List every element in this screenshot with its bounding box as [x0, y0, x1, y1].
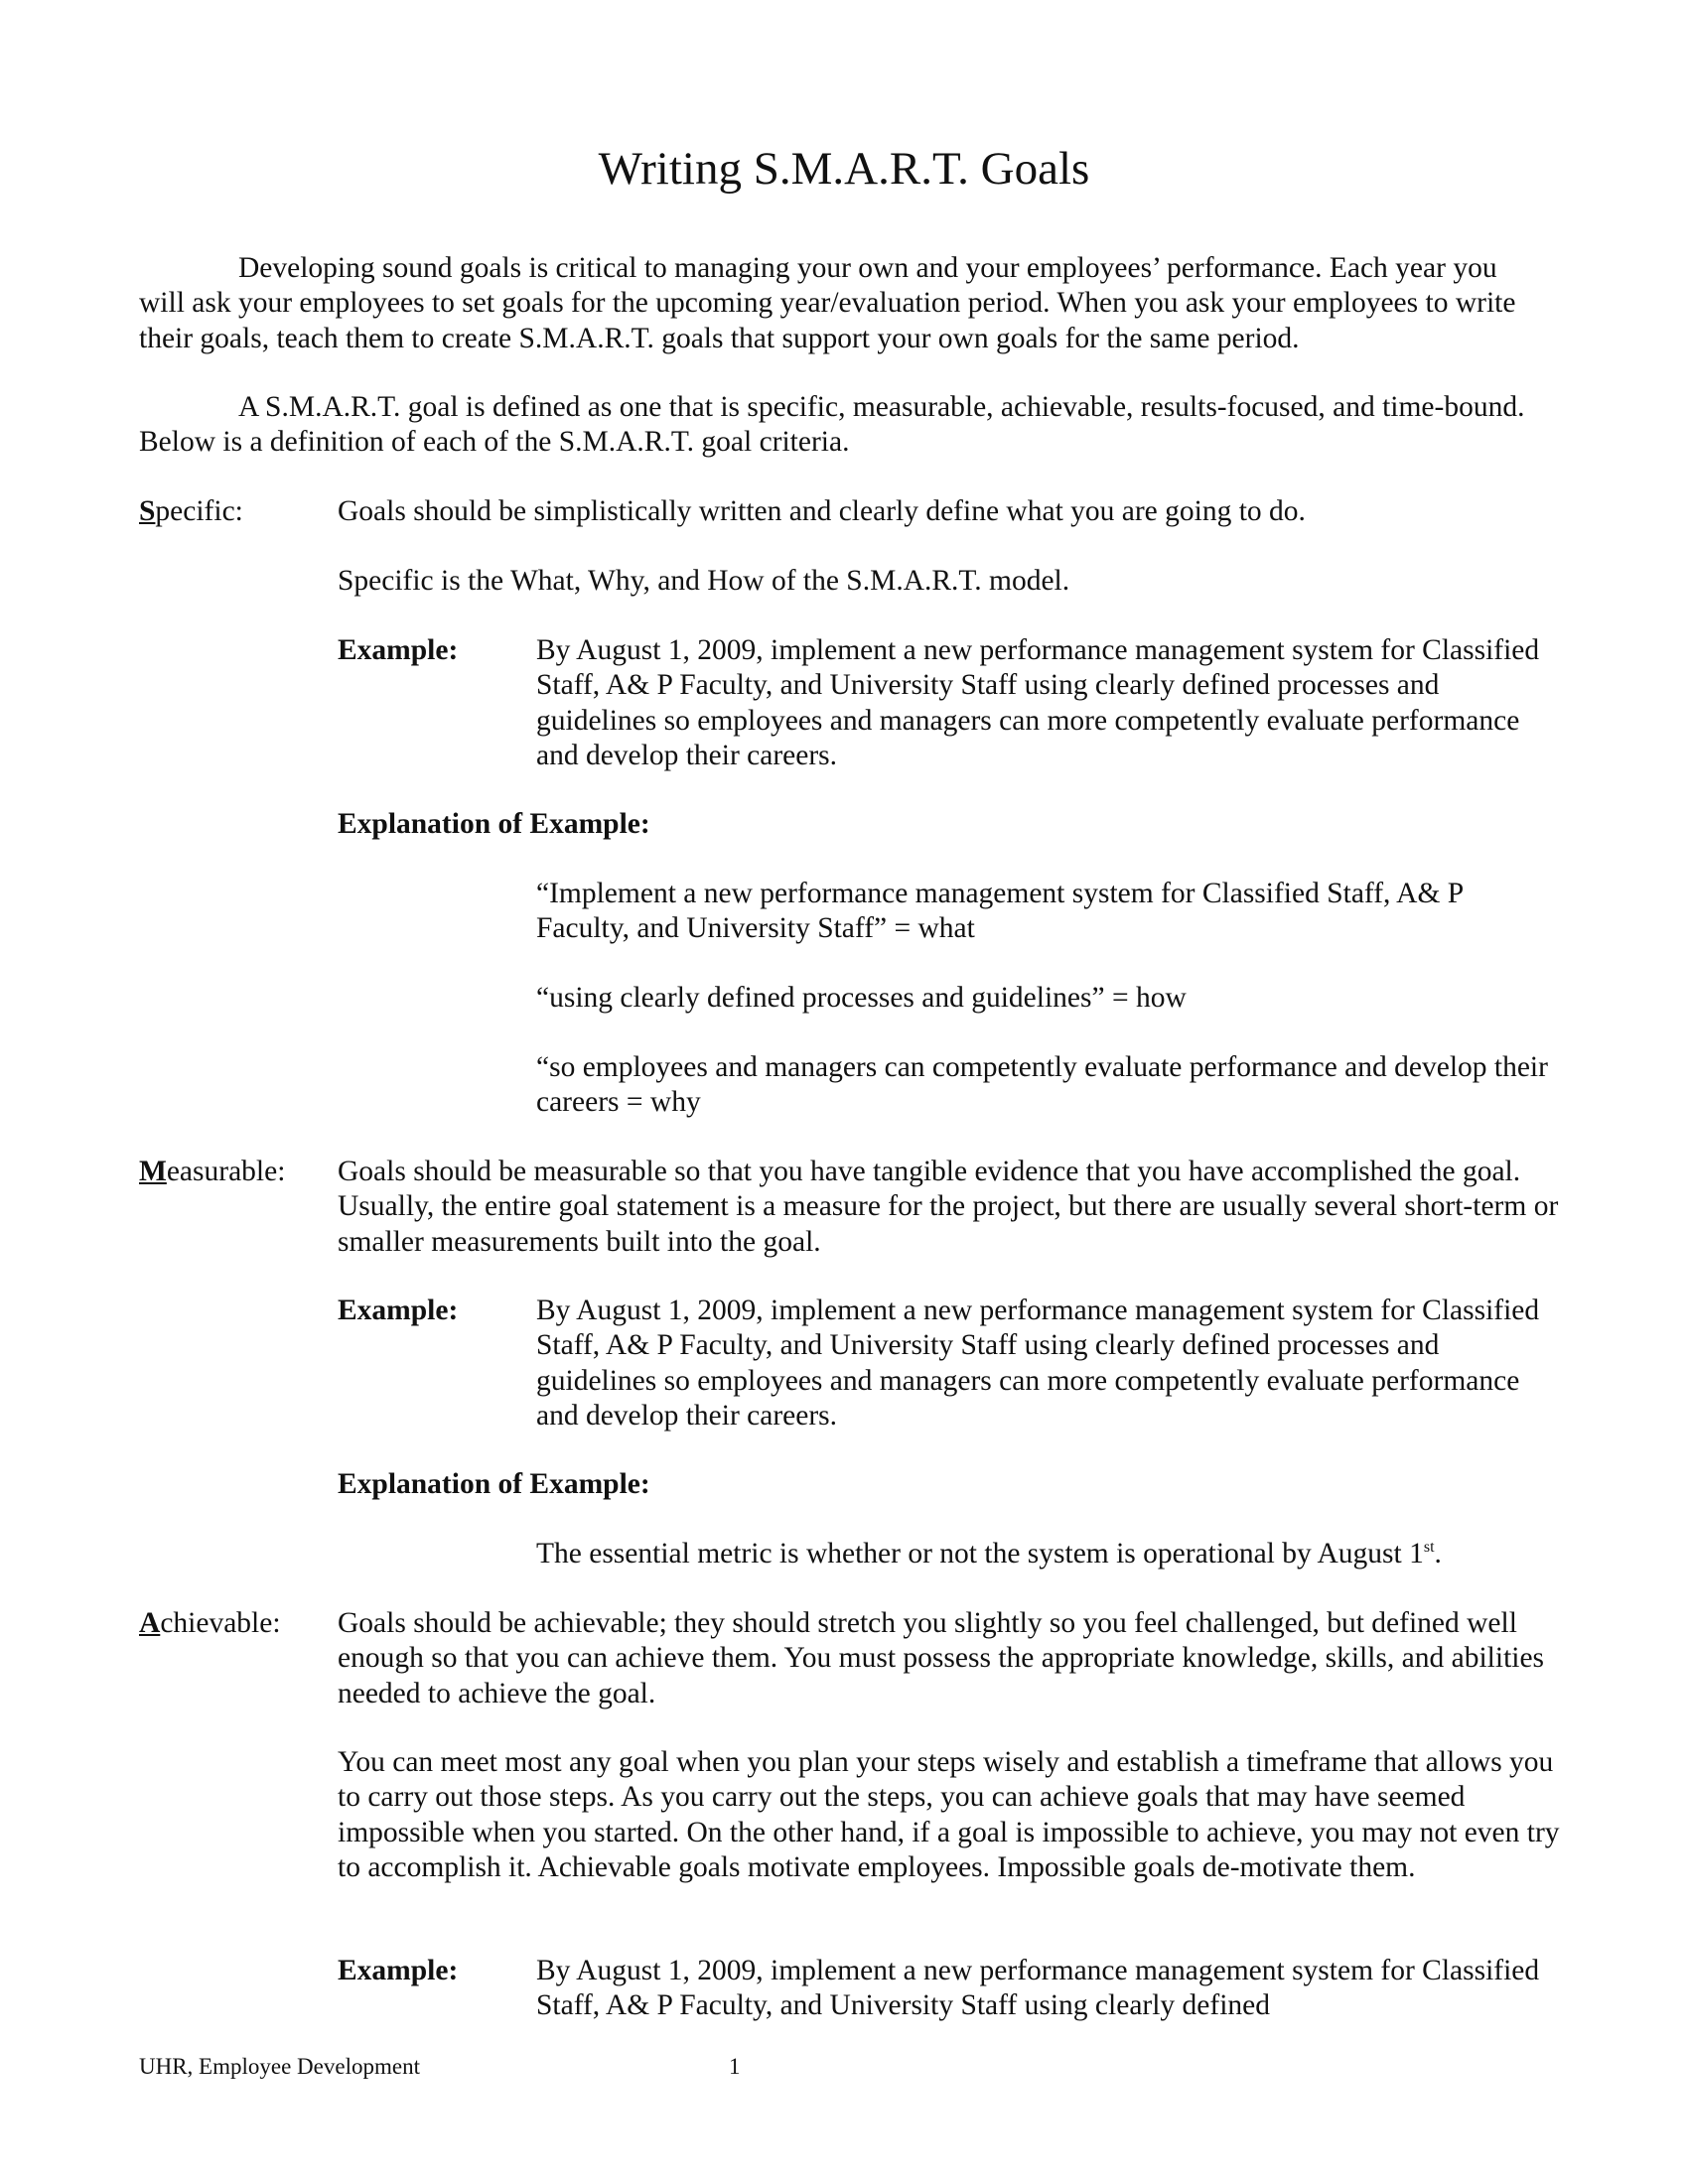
measurable-example-label: Example: [338, 1295, 459, 1326]
specific-note: Specific is the What, Why, and How of the S.M.A.R.T. model. [338, 565, 1070, 597]
achievable-example-text: By August 1, 2009, implement a new performance management system for Classified Staff, A& P Faculty, and University Staff using clearly defined [536, 1955, 1540, 2022]
measurable-explanation-main: The essential metric is whether or not the system is operational by August 1 [536, 1538, 1424, 1570]
term-specific-initial: S [139, 495, 156, 527]
achievable-example-label: Example: [338, 1955, 459, 1986]
specific-explanation-label: Explanation of Example: [338, 808, 650, 840]
specific-explanation-what: “Implement a new performance management system for Classified Staff, A& P Faculty, and University Staff” = what [536, 878, 1464, 945]
term-specific-rest: pecific: [155, 495, 243, 527]
achievable-definition: Goals should be achievable; they should stretch you slightly so you feel challenged, but defined well enough so that you can achieve them. You must possess the appropriate knowledge, skills, and abilities needed to achieve the goal. [338, 1607, 1545, 1709]
measurable-definition: Goals should be measurable so that you have tangible evidence that you have accomplished the goal. Usually, the entire goal statement is a measure for the project, but there are usually several short-term or smaller measurements built into the goal. [338, 1156, 1559, 1258]
intro-paragraph-2-text: A S.M.A.R.T. goal is defined as one that is specific, measurable, achievable, results-focused, and time-bound. Below is a definition of each of the S.M.A.R.T. goal criteria. [139, 391, 1525, 459]
specific-explanation-how: “using clearly defined processes and guidelines” = how [536, 982, 1187, 1014]
intro-paragraph-2 [139, 390, 1529, 461]
measurable-explanation [536, 1537, 1549, 1571]
specific-example-label: Example: [338, 634, 459, 666]
specific-explanation-why: “so employees and managers can competently evaluate performance and develop their careers = why [536, 1051, 1548, 1119]
term-measurable-initial: M [139, 1156, 167, 1187]
measurable-explanation-label: Explanation of Example: [338, 1468, 650, 1500]
term-measurable [139, 1155, 285, 1189]
specific-example-text: By August 1, 2009, implement a new performance management system for Classified Staff, A& P Faculty, and University Staff using clearly defined processes and guidelines so employees and managers can more competently evaluate performance and develop their careers. [536, 634, 1540, 771]
footer-department: UHR, Employee Development [139, 2054, 420, 2079]
term-measurable-rest: easurable: [166, 1156, 286, 1187]
measurable-explanation-sup: st [1423, 1539, 1435, 1556]
page-title: Writing S.M.A.R.T. Goals [598, 143, 1090, 195]
specific-definition: Goals should be simplistically written and clearly define what you are going to do. [338, 495, 1306, 527]
achievable-note: You can meet most any goal when you plan your steps wisely and establish a timeframe that allows you to carry out those steps. As you carry out the steps, you can achieve goals that may have seemed impossible when you started. On the other hand, if a goal is impossible to achieve, you may not even try to accomplish it. Achievable goals motivate employees. Impossible goals de-motivate them. [338, 1746, 1560, 1883]
footer-page-number: 1 [729, 2054, 741, 2079]
term-achievable-initial: A [139, 1607, 161, 1639]
intro-paragraph-1-text: Developing sound goals is critical to managing your own and your employees’ performance. Each year you will ask your employees to set goals for the upcoming year/evaluation period. When you ask your employees to write their goals, teach them to create S.M.A.R.T. goals that support your own goals for the same period. [139, 252, 1516, 354]
measurable-example-text: By August 1, 2009, implement a new performance management system for Classified Staff, A& P Faculty, and University Staff using clearly defined processes and guidelines so employees and managers can more competently evaluate performance and develop their careers. [536, 1295, 1540, 1432]
term-specific [139, 494, 243, 529]
intro-paragraph-1 [139, 251, 1529, 356]
measurable-explanation-end: . [1434, 1538, 1442, 1570]
term-achievable-rest: chievable: [160, 1607, 281, 1639]
term-achievable [139, 1606, 281, 1641]
